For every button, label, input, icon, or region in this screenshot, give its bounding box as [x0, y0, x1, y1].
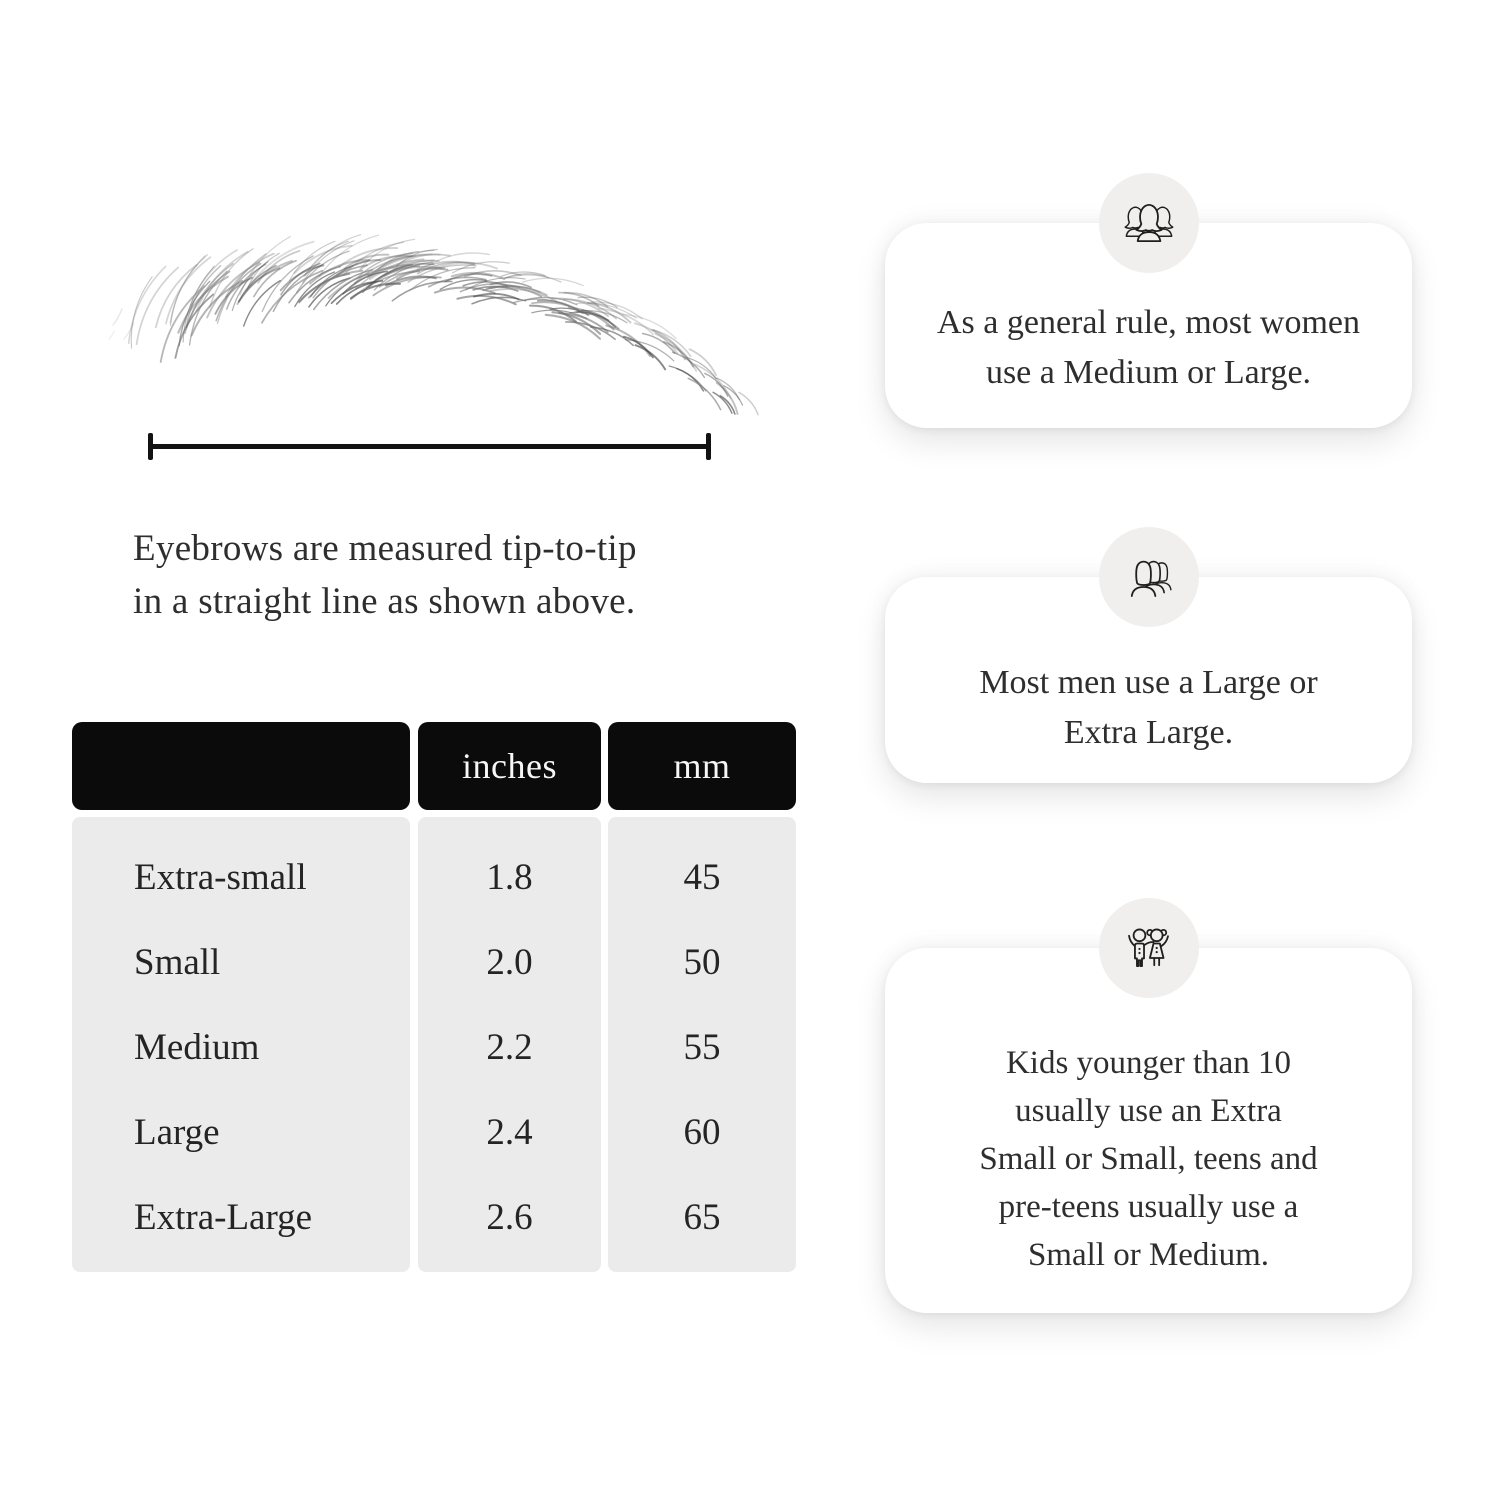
size-label: Medium [134, 1026, 260, 1068]
table-row [72, 1191, 796, 1243]
inches-value: 2.0 [486, 941, 533, 983]
kids-icon [1120, 920, 1178, 976]
card-text-line: As a general rule, most women [937, 304, 1360, 341]
card-text [885, 298, 1412, 398]
card-text-line: Small or Small, teens and [979, 1141, 1318, 1177]
table-header-size [72, 722, 410, 810]
inches-value: 2.2 [486, 1026, 533, 1068]
inches-value: 2.4 [486, 1111, 533, 1153]
measurement-line-left-cap [148, 433, 153, 460]
card-text-line: use a Medium or Large. [985, 354, 1312, 391]
measurement-caption [133, 522, 637, 628]
icon-circle [1099, 527, 1199, 627]
info-card-men [885, 577, 1412, 783]
women-group-icon [1120, 196, 1178, 250]
card-text-line: Small or Medium. [1027, 1237, 1270, 1273]
mm-value: 50 [683, 941, 721, 983]
caption-line: Eyebrows are measured tip-to-tip [133, 528, 637, 569]
card-text [885, 658, 1412, 758]
card-text-line: Most men use a Large or [979, 664, 1318, 701]
table-header-inches: inches [418, 722, 601, 810]
table-row [72, 1021, 796, 1073]
card-text-line: usually use an Extra [1015, 1093, 1282, 1129]
table-row [72, 1106, 796, 1158]
table-row [72, 851, 796, 903]
mm-value: 45 [683, 856, 721, 898]
card-text-line: pre-teens usually use a [998, 1189, 1299, 1225]
mm-value: 60 [683, 1111, 721, 1153]
size-label: Large [134, 1111, 220, 1153]
measurement-line [150, 444, 710, 449]
card-text-line: Extra Large. [1063, 714, 1234, 751]
measurement-line-right-cap [706, 433, 711, 460]
men-group-icon [1120, 550, 1178, 604]
icon-circle [1099, 173, 1199, 273]
caption-line: in a straight line as shown above. [133, 581, 636, 622]
table-row [72, 936, 796, 988]
eyebrow-illustration [100, 233, 780, 418]
size-label: Small [134, 941, 221, 983]
mm-value: 55 [683, 1026, 721, 1068]
size-label: Extra-Large [134, 1196, 313, 1238]
size-label: Extra-small [134, 856, 307, 898]
card-text [885, 1039, 1412, 1279]
icon-circle [1099, 898, 1199, 998]
inches-value: 1.8 [486, 856, 533, 898]
info-card-women [885, 223, 1412, 428]
mm-value: 65 [683, 1196, 721, 1238]
inches-value: 2.6 [486, 1196, 533, 1238]
table-header-mm: mm [608, 722, 796, 810]
info-card-kids [885, 948, 1412, 1313]
card-text-line: Kids younger than 10 [1005, 1045, 1292, 1081]
